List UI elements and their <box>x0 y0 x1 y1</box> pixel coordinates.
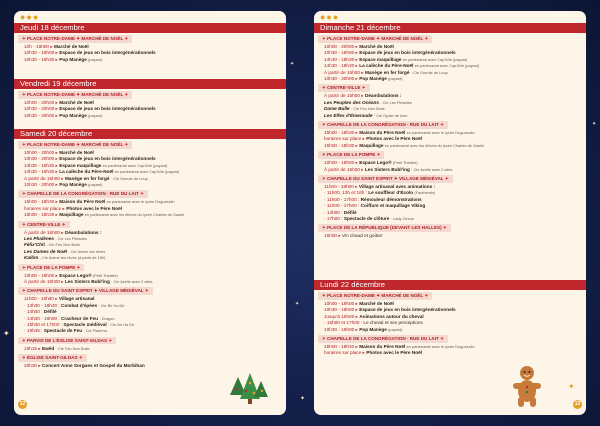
venue-header <box>18 141 132 149</box>
event-note: · Lady Circus <box>390 216 414 221</box>
event-name: Ewéd <box>42 345 55 351</box>
star-icon: ✦ <box>300 396 306 402</box>
event-time: 10h30 - 20h00 ▸ <box>324 76 358 81</box>
venue-name: CHAPELLE DU SAINT ESPRIT ✦ VILLAGE MÉDIÉVAL <box>27 288 144 294</box>
venue-header <box>318 35 432 43</box>
schedule-line <box>324 210 357 216</box>
event-time: 10h30 - 20h00 ▸ <box>24 156 58 162</box>
schedule-line <box>324 50 456 56</box>
schedule-line <box>24 273 118 279</box>
schedule-line <box>24 242 80 248</box>
star-icon: ✦ <box>322 152 328 158</box>
event-note: (payant) <box>388 326 403 332</box>
event-name: Spectacle médiéval <box>63 322 107 327</box>
event-time: 10h30 - 20h00 ▸ <box>24 106 58 112</box>
schedule-line <box>324 113 407 119</box>
venue-header <box>18 190 148 198</box>
event-time: 15h00 - 18h30 ▸ <box>324 344 358 349</box>
star-icon: ✦ <box>123 92 129 97</box>
event-time: · 19h45 : <box>24 328 43 334</box>
schedule-line <box>324 203 425 209</box>
star-icon: ✦ <box>75 264 81 270</box>
event-name: Kalôm <box>24 255 39 261</box>
event-note: en partenariat avec le lycée Duguesclin <box>406 130 475 135</box>
decorative-dots: ●●● <box>320 12 340 22</box>
day-header: Jeudi 18 décembre <box>14 23 286 33</box>
schedule-line <box>24 316 114 322</box>
venue-header <box>318 335 448 343</box>
schedule-line <box>324 327 402 333</box>
event-name: Espace de jeux en bois intergénérationnels <box>59 50 156 56</box>
venue-name: CHAPELLE DE LA CONGRÉGATION · RUE DU LAIT <box>327 336 439 341</box>
star-icon: ✦ <box>438 122 444 127</box>
event-note: (payant) <box>88 56 103 62</box>
venue-name: PLACE NOTRE-DAME ✦ MARCHÉ DE NOËL <box>27 36 124 41</box>
venue-name: PLACE NOTRE-DAME ✦ MARCHÉ DE NOËL <box>327 36 424 41</box>
star-icon: ✦ <box>423 36 429 41</box>
event-name: Pop Manège <box>59 56 87 62</box>
event-time: 10h00 - 18h00 ▸ <box>24 272 58 278</box>
event-name: Marché de Noël <box>59 150 94 155</box>
event-name: La calèche du Père-Noël <box>359 63 414 69</box>
event-time: 10h00 - 19h00 ▸ <box>324 301 358 306</box>
event-name: Marché de Noël <box>54 44 89 49</box>
gingerbread-man-icon <box>510 365 544 409</box>
schedule-line <box>324 301 394 307</box>
event-name: Dame Bulle <box>324 106 350 112</box>
schedule-line <box>24 199 175 205</box>
event-name: Déambulations : <box>364 93 402 99</box>
event-note: · Cie Feu Non Bulle <box>55 345 90 351</box>
event-time: 14h30 - 18h30 ▸ <box>24 162 58 168</box>
event-name: Animations autour du cheval <box>359 313 424 319</box>
event-name: Pop Manège <box>59 112 87 118</box>
venue-name: PLACE DE LA RÉPUBLIQUE (DEVANT LES HALLES) <box>327 225 442 231</box>
event-name: Rémouleur démonstrations <box>360 196 422 202</box>
event-time: horaires sur place ▸ <box>324 136 365 142</box>
event-name: Combat d'épées <box>61 302 98 308</box>
venue-name: PLACE NOTRE-DAME ✦ MARCHÉ DE NOËL <box>27 142 124 147</box>
event-name: Espace de jeux en bois intergénérationnels <box>59 106 156 112</box>
event-name: Le souffleur d'Écolo <box>368 190 414 196</box>
venue-header <box>18 264 84 272</box>
event-time: 16h00 ▸ <box>324 233 341 239</box>
event-time: À partir de 15h00 ▸ <box>324 69 364 75</box>
event-name: Pop Manège <box>359 326 387 332</box>
event-time: · 14h00 : <box>24 309 43 315</box>
event-name: Espace de jeux en bois intergénérationnels <box>359 307 456 313</box>
event-note: (payant) <box>388 76 403 81</box>
star-icon: ✦ <box>322 293 328 298</box>
event-name: Village artisanal <box>58 296 95 302</box>
venue-name: CHAPELLE DU SAINT ESPRIT ✦ VILLAGE MÉDIÉVAL <box>327 176 444 181</box>
schedule-line <box>24 156 156 162</box>
event-name: Photos avec le Père Noël <box>366 136 422 142</box>
schedule-line <box>24 346 90 352</box>
star-icon: ✦ <box>22 191 28 197</box>
event-time: À partir de 15h00 ▸ <box>324 166 364 172</box>
star-icon: ✦ <box>3 329 10 338</box>
event-time: 10h30 - 19h00 ▸ <box>324 326 358 332</box>
star-icon: ✦ <box>123 36 129 41</box>
right-page <box>314 11 586 415</box>
event-note: · Cie Gueule de Loup <box>410 69 448 75</box>
venue-header <box>18 354 87 362</box>
schedule-line <box>324 350 422 356</box>
star-icon: ✦ <box>423 293 429 298</box>
event-time: 15h00 - 18h30 ▸ <box>324 130 358 135</box>
event-name: Maison du Père Noël <box>359 130 406 135</box>
event-name: Espace Lego® <box>59 272 92 278</box>
event-name: Espace Lego® <box>359 160 392 166</box>
event-name: Déambulations : <box>64 229 102 235</box>
event-time: 10h30 - 19h00 ▸ <box>324 307 358 313</box>
venue-header <box>18 221 70 229</box>
schedule-line <box>24 296 94 302</box>
day-header: Vendredi 19 décembre <box>14 79 286 89</box>
schedule-line <box>324 136 422 142</box>
schedule-line <box>24 100 94 106</box>
venue-name: CHAPELLE DE LA CONGRÉGATION · RUE DU LAIT <box>327 122 439 127</box>
schedule-line <box>324 314 424 320</box>
event-note: - Cie Les Pleiades <box>380 99 412 105</box>
event-name: Pop Manège <box>359 76 387 81</box>
star-icon: ✦ <box>138 191 144 197</box>
event-name: Village artisanal avec animations : <box>358 184 436 189</box>
schedule-line <box>24 249 105 255</box>
event-time: 10h30 - 19h00 ▸ <box>24 50 58 56</box>
event-time: 11h00 - 18h00 ▸ <box>324 184 358 189</box>
event-note: en partenariat avec les élèves du lycée Charles de Gaulle <box>384 142 485 148</box>
event-name: Maquillage <box>59 212 84 218</box>
event-name: Maison du Père Noël <box>59 199 106 205</box>
star-icon: ✦ <box>60 221 66 227</box>
event-name: Défilé <box>43 309 57 315</box>
venue-header <box>318 175 453 183</box>
event-time: · 15h30 et 17h00 : <box>24 322 63 327</box>
event-time: · 15h00 et 17h00 : <box>324 320 363 326</box>
event-time: 15h00 - 18h30 ▸ <box>24 199 58 205</box>
star-icon: ✦ <box>360 85 366 91</box>
event-time: 10h30 - 20h00 ▸ <box>24 112 58 118</box>
schedule-line <box>324 143 484 149</box>
event-name: Pop Manège <box>59 182 87 187</box>
event-time: · 13h30 - 18h30 : <box>24 302 60 308</box>
event-note: · Cie Gueule de Loup <box>110 175 148 181</box>
schedule-line <box>324 190 435 196</box>
schedule-line <box>324 320 423 326</box>
schedule-line <box>24 176 148 182</box>
event-time: · 14h00 : <box>324 209 343 215</box>
star-icon: ✦ <box>322 225 328 231</box>
star-icon: ✦ <box>375 152 381 158</box>
venue-name: PLACE DE LA POMPE <box>27 264 76 270</box>
star-icon: ✦ <box>77 355 83 361</box>
event-name: Les Dames de Noël <box>24 248 67 254</box>
event-note: - Cie Feu Non Bulle <box>46 242 81 248</box>
event-name: Maquillage <box>359 142 384 148</box>
venue-header <box>18 35 132 43</box>
event-time: · 14h30 - 19h00 : <box>24 315 60 321</box>
star-icon: ✦ <box>143 288 149 294</box>
event-time: À partir de 15h00 ▸ <box>24 229 64 235</box>
event-name: Marché de Noël <box>359 301 394 306</box>
venue-name: ÉGLISE SAINT-GILDAS <box>27 355 78 361</box>
event-time: horaires sur place ▸ <box>324 350 365 356</box>
event-time: 10h - 19h00 ▸ <box>24 44 53 49</box>
schedule-line <box>24 106 156 112</box>
event-note: (payant) <box>88 182 103 187</box>
star-icon: ✦ <box>438 336 444 341</box>
event-time: 10h00 - 20h00 ▸ <box>24 150 58 155</box>
schedule-line <box>24 322 134 328</box>
schedule-line <box>24 113 102 119</box>
event-note: · Cie Azelle avec 2 ailes <box>411 166 453 172</box>
schedule-line <box>324 167 452 173</box>
event-name: Les Elfes d'Émeraude <box>324 112 373 118</box>
event-name: Défilé <box>343 209 357 215</box>
star-icon: ✦ <box>22 288 28 294</box>
venue-name: PLACE DE LA POMPE <box>327 152 376 158</box>
venue-name: CENTRE-VILLE <box>327 85 361 91</box>
event-note: - Cie Anime tes rêves (à partir de 18h) <box>39 255 106 261</box>
schedule-line <box>24 255 105 261</box>
schedule-line <box>324 160 418 166</box>
event-name: La calèche du Père-Noël <box>59 169 114 175</box>
page-number: 13 <box>574 401 581 407</box>
event-time: 15h00 - 18h30 ▸ <box>324 142 358 148</box>
schedule-line <box>24 57 102 63</box>
schedule-line <box>324 344 475 350</box>
star-icon: ✦ <box>290 61 295 67</box>
event-name: Les Peuples des Océans <box>324 99 379 105</box>
event-name: Marché de Noël <box>59 100 94 105</box>
event-note: en partenariat avec le lycée Duguesclin <box>106 199 175 205</box>
venue-header <box>18 337 116 345</box>
venue-name: CHAPELLE DE LA CONGRÉGATION · RUE DU LAIT <box>27 191 139 197</box>
star-icon: ✦ <box>441 225 447 231</box>
event-time: 14h30 - 18h30 ▸ <box>324 63 358 69</box>
event-time: · 11h00 - 17h00 : <box>324 203 360 209</box>
event-time: 10h00 - 20h00 ▸ <box>24 100 58 105</box>
schedule-line <box>324 233 383 239</box>
event-note: (payant) <box>88 112 103 118</box>
event-name: Cracheur de Feu <box>61 315 99 321</box>
day-header: Dimanche 21 décembre <box>314 23 586 33</box>
schedule-line <box>24 309 57 315</box>
event-note: en partenariat avec Cap'Ahé (payant) <box>402 56 468 62</box>
schedule-line <box>24 363 145 369</box>
event-note: en partenariat avec Cap'Ahé (payant) <box>414 63 480 69</box>
star-icon: ✦ <box>107 337 113 343</box>
schedule-line <box>24 169 179 175</box>
event-time: · 17h00 : <box>324 216 343 221</box>
event-note: (Fauthentic) <box>414 190 436 196</box>
schedule-line <box>24 150 94 156</box>
star-icon: ✦ <box>22 36 28 41</box>
event-time: horaires sur place ▸ <box>24 205 65 211</box>
event-name: Les Sisters Bubl'ing <box>364 166 410 172</box>
venue-header <box>18 287 153 295</box>
event-time: À partir de 15h00 ▸ <box>324 93 364 99</box>
event-time: · 11h00, 13h et 16h : <box>324 190 367 196</box>
event-time: À partir de 15h00 ▸ <box>24 175 64 181</box>
event-time: 15h00 - 18h30 ▸ <box>24 212 58 218</box>
event-note: · Cie Bir Ha Dir <box>98 302 125 308</box>
star-icon: ✦ <box>123 142 129 147</box>
schedule-line <box>324 44 394 50</box>
event-note: en partenariat avec le lycée Duguesclin <box>406 344 475 349</box>
event-name: Spectacle de Feu <box>43 328 83 334</box>
schedule-line <box>24 236 87 242</box>
schedule-line <box>324 307 456 313</box>
event-time: 10h30 - 19h00 ▸ <box>324 50 358 56</box>
schedule-line <box>324 106 385 112</box>
event-time: 10h30 - 19h30 ▸ <box>24 56 58 62</box>
star-icon: ✦ <box>22 142 28 147</box>
star-icon: ✦ <box>322 122 328 127</box>
schedule-line <box>24 182 102 188</box>
star-icon: ✦ <box>322 336 328 341</box>
event-name: Marché de Noël <box>359 44 394 49</box>
schedule-line <box>324 76 402 82</box>
venue-header <box>318 224 451 232</box>
event-name: Félix'Chit <box>24 242 45 248</box>
decorative-dots: ●●● <box>20 12 40 22</box>
event-name: Coiffure et maquillage Viking <box>360 203 426 209</box>
schedule-line <box>324 216 414 222</box>
star-icon: ✦ <box>322 176 328 181</box>
event-note: Vin chaud et goûter <box>342 233 383 239</box>
event-time: 10h30 - 20h00 ▸ <box>24 182 58 187</box>
star-icon: ✦ <box>22 337 28 343</box>
event-time: · 11h00 - 17h00 : <box>324 196 360 202</box>
christmas-trees-icon <box>228 373 268 409</box>
schedule-line <box>324 93 401 99</box>
event-name: Les Phalènes <box>24 236 54 241</box>
star-icon: ✦ <box>22 221 28 227</box>
venue-name: PLACE NOTRE-DAME ✦ MARCHÉ DE NOËL <box>327 293 424 298</box>
event-note: en partenariat avec les élèves du lycée Charles de Gaulle <box>84 212 185 218</box>
event-note: (Petit Théâtre) <box>392 160 418 166</box>
event-name: Espace de jeux en bois intergénérationnels <box>359 50 456 56</box>
schedule-line <box>24 163 167 169</box>
event-time: 14h30 - 18h30 ▸ <box>24 169 58 175</box>
event-note: - Cie Les Pleiades <box>55 236 87 241</box>
event-time: 14h30 - 18h30 ▸ <box>324 56 358 62</box>
event-note: (Petit Théâtre) <box>92 272 118 278</box>
star-icon: ✦ <box>22 355 28 361</box>
event-note: · Dragon <box>99 315 115 321</box>
event-name: Photos avec le Père Noël <box>66 205 122 211</box>
event-name: Maison du Père Noël <box>359 344 406 349</box>
schedule-line <box>24 212 184 218</box>
event-note: - Cie Anime tes rêves <box>68 248 106 254</box>
event-note: · Cie Opale de lune <box>373 112 408 118</box>
venue-header <box>318 84 370 92</box>
event-name: Photos avec le Père Noël <box>366 350 422 356</box>
star-icon: ✦ <box>295 301 300 307</box>
venue-name: CENTRE-VILLE <box>27 221 61 227</box>
event-name: Les Sisters Bubl'ing <box>64 279 110 284</box>
venue-header <box>318 121 448 129</box>
schedule-line <box>324 57 467 63</box>
schedule-line <box>24 44 89 50</box>
event-name: Espace maquillage <box>59 162 102 168</box>
event-name: Spectacle de clôture <box>343 216 390 221</box>
event-name: Manège en fer forgé <box>64 175 110 181</box>
star-icon: ✦ <box>22 264 28 270</box>
event-name: Espace de jeux en bois intergénérationnels <box>59 156 156 162</box>
venue-name: PARVIS DE L'ÉGLISE SAINT-GILDAS <box>27 337 108 343</box>
schedule-line <box>324 130 475 136</box>
schedule-line <box>24 230 101 236</box>
event-time: 11h00 - 18h00 ▸ <box>24 296 58 302</box>
star-icon: ✦ <box>22 92 28 97</box>
event-note: · Cie Bir Ha Dir <box>107 322 135 327</box>
star-icon: ✦ <box>322 36 328 41</box>
event-name: Espace maquillage <box>359 56 402 62</box>
schedule-line <box>24 303 125 309</box>
event-time: 10h00 - 20h00 ▸ <box>324 44 358 49</box>
event-time: 10h00 - 18h00 ▸ <box>324 160 358 166</box>
star-icon: ✦ <box>322 85 328 91</box>
page-number: 12 <box>19 401 26 407</box>
venue-name: PLACE NOTRE-DAME ✦ MARCHÉ DE NOËL <box>27 92 124 97</box>
star-icon: ✦ <box>568 382 575 391</box>
event-time: Jusqu'à 18h00 ▸ <box>324 313 359 319</box>
event-time: À partir de 15h00 ▸ <box>24 279 64 284</box>
event-name: Concert Anne Sorgues et Gospel du Morbihan <box>42 363 145 369</box>
event-note: · Cie Feu Non Bulle <box>350 106 385 112</box>
event-note: en partenariat avec Cap'Ahé (payant) <box>114 169 180 175</box>
schedule-line <box>324 70 448 76</box>
event-note: en partenariat avec Cap'Ahé (payant) <box>102 162 168 168</box>
venue-header <box>318 292 432 300</box>
schedule-line <box>324 197 422 203</box>
star-icon: ✦ <box>592 121 597 127</box>
venue-header <box>318 151 384 159</box>
event-note: · Cie Flamma <box>83 328 107 334</box>
venue-header <box>18 91 132 99</box>
event-note: · Cie Azelle avec 2 ailes <box>111 279 153 284</box>
schedule-line <box>24 50 156 56</box>
event-time: 19h15 ▸ <box>24 345 41 351</box>
schedule-line <box>324 63 479 69</box>
event-name: Manège en fer forgé <box>364 69 410 75</box>
schedule-line <box>24 328 107 334</box>
schedule-line <box>324 100 412 106</box>
event-time: 20h30 ▸ <box>24 363 41 369</box>
day-header: Samedi 20 décembre <box>14 129 286 139</box>
schedule-line <box>24 279 152 285</box>
day-header: Lundi 22 décembre <box>314 280 586 290</box>
star-icon: ✦ <box>443 176 449 181</box>
schedule-line <box>24 206 122 212</box>
left-page <box>14 11 286 415</box>
event-note: Le cheval et ses perceptions <box>363 320 423 326</box>
